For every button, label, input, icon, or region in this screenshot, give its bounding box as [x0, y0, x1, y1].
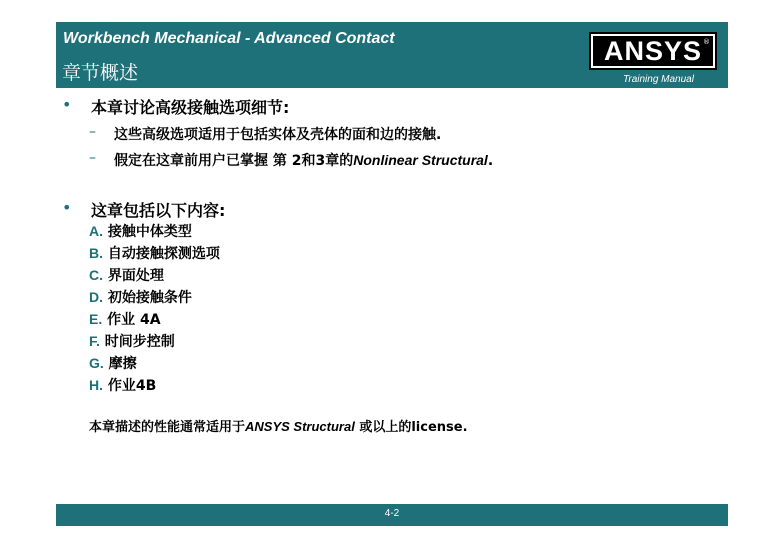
license-note [89, 416, 468, 435]
item-letter: D. [89, 289, 103, 305]
list-item [89, 287, 192, 307]
item-text: 时间步控制 [104, 334, 175, 350]
course-title: Workbench Mechanical - Advanced Contact [63, 30, 395, 47]
sub-bullet-text: 这些高级选项适用于包括实体及壳体的面和边的接触. [114, 127, 442, 143]
list-item [89, 353, 137, 373]
sub-bullet-dash: – [89, 124, 96, 140]
list-item [89, 221, 192, 241]
item-letter: C. [89, 267, 103, 283]
ansys-logo-text: ANSYS [603, 36, 703, 66]
list-item [89, 265, 164, 285]
note-end: 或以上的license. [354, 420, 468, 435]
slide-header [56, 22, 728, 88]
sub-bullet-dash: – [89, 150, 96, 166]
list-item [89, 375, 156, 395]
ansys-logo [589, 32, 717, 70]
item-letter: E. [89, 311, 103, 327]
training-manual-label: Training Manual [623, 74, 694, 85]
item-text: 初始接触条件 [107, 290, 192, 306]
item-text: 界面处理 [107, 268, 164, 284]
prereq-italic: Nonlinear Structural [353, 152, 488, 168]
ansys-logo-box [593, 36, 713, 66]
list-item [89, 309, 161, 329]
page-number: 4-2 [384, 508, 400, 519]
bullet-text-scope: 本章讨论高级接触选项细节: [91, 98, 290, 117]
item-text: 作业 4A [107, 312, 161, 328]
bullet-marker: • [62, 198, 72, 217]
prereq-end: . [487, 153, 494, 169]
item-text: 作业4B [107, 378, 157, 394]
list-item [89, 243, 220, 263]
slide-footer [56, 504, 728, 526]
prereq-text: 假定在这章前用户已掌握 第 2和3章的 [114, 153, 354, 169]
list-item [89, 331, 175, 351]
bullet-text-contents: 这章包括以下内容: [91, 201, 226, 220]
note-text: 本章描述的性能通常适用于 [89, 420, 246, 435]
bullet-marker: • [62, 95, 72, 114]
item-letter: G. [89, 355, 104, 371]
item-text: 自动接触探测选项 [107, 246, 220, 262]
item-letter: H. [89, 377, 103, 393]
chapter-title: 章节概述 [62, 62, 139, 84]
item-letter: A. [89, 223, 103, 239]
note-italic: ANSYS Structural [245, 419, 355, 434]
registered-mark: ® [703, 38, 710, 46]
item-text: 接触中体类型 [107, 224, 192, 240]
sub-bullet-text-prereq [114, 150, 493, 170]
item-letter: F. [89, 333, 100, 349]
item-letter: B. [89, 245, 103, 261]
item-text: 摩擦 [108, 356, 137, 372]
